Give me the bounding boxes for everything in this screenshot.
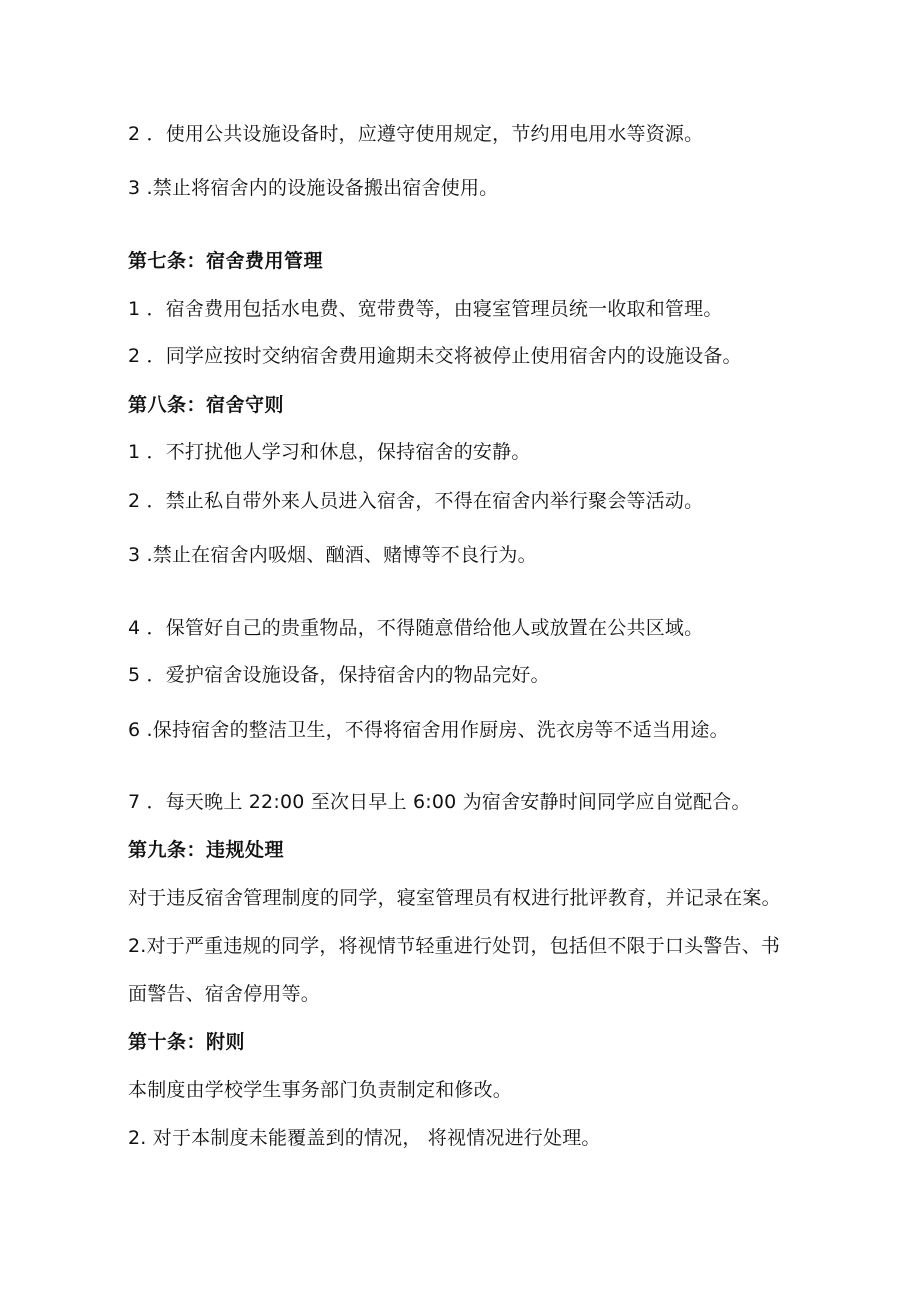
rule-7-item-2: 2 ．同学应按时交纳宿舍费用逾期未交将被停止使用宿舍内的设施设备。: [128, 345, 742, 367]
rule-8-item-3: 3 .禁止在宿舍内吸烟、酗酒、赌博等不良行为。: [128, 544, 537, 566]
rule-7-item-1: 1 ．宿舍费用包括水电费、宽带费等，由寝室管理员统一收取和管理。: [128, 298, 723, 320]
rule-8-item-6: 6 .保持宿舍的整洁卫生，不得将宿舍用作厨房、洗衣房等不适当用途。: [128, 719, 729, 741]
rule-9-paragraph-2-line-1: 2.对于严重违规的同学，将视情节轻重进行处罚，包括但不限于口头警告、书: [128, 935, 781, 957]
rule-8-item-7: 7 ．每天晚上 22:00 至次日早上 6:00 为宿舍安静时间同学应自觉配合。: [128, 791, 751, 813]
section-heading-article-7: 第七条：宿舍费用管理: [128, 250, 324, 272]
rule-10-paragraph-1: 本制度由学校学生事务部门负责制定和修改。: [128, 1079, 513, 1101]
section-heading-article-9: 第九条：违规处理: [128, 839, 285, 861]
rule-8-item-2: 2 ．禁止私自带外来人员进入宿舍，不得在宿舍内举行聚会等活动。: [128, 490, 704, 512]
rule-6-item-3: 3 .禁止将宿舍内的设施设备搬出宿舍使用。: [128, 177, 499, 199]
section-heading-article-8: 第八条：宿舍守则: [128, 394, 285, 416]
rule-9-paragraph-1: 对于违反宿舍管理制度的同学，寝室管理员有权进行批评教育，并记录在案。: [128, 887, 781, 909]
rule-8-item-1: 1 ．不打扰他人学习和休息，保持宿舍的安静。: [128, 441, 531, 463]
rule-9-paragraph-2-line-2: 面警告、宿舍停用等。: [128, 983, 321, 1005]
rule-6-item-2: 2 ．使用公共设施设备时，应遵守使用规定，节约用电用水等资源。: [128, 123, 704, 145]
rule-8-item-5: 5 ．爱护宿舍设施设备，保持宿舍内的物品完好。: [128, 664, 550, 686]
rule-10-paragraph-2: 2. 对于本制度未能覆盖到的情况， 将视情况进行处理。: [128, 1127, 601, 1149]
rule-8-item-4: 4 ．保管好自己的贵重物品，不得随意借给他人或放置在公共区域。: [128, 617, 704, 639]
section-heading-article-10: 第十条：附则: [128, 1031, 246, 1053]
